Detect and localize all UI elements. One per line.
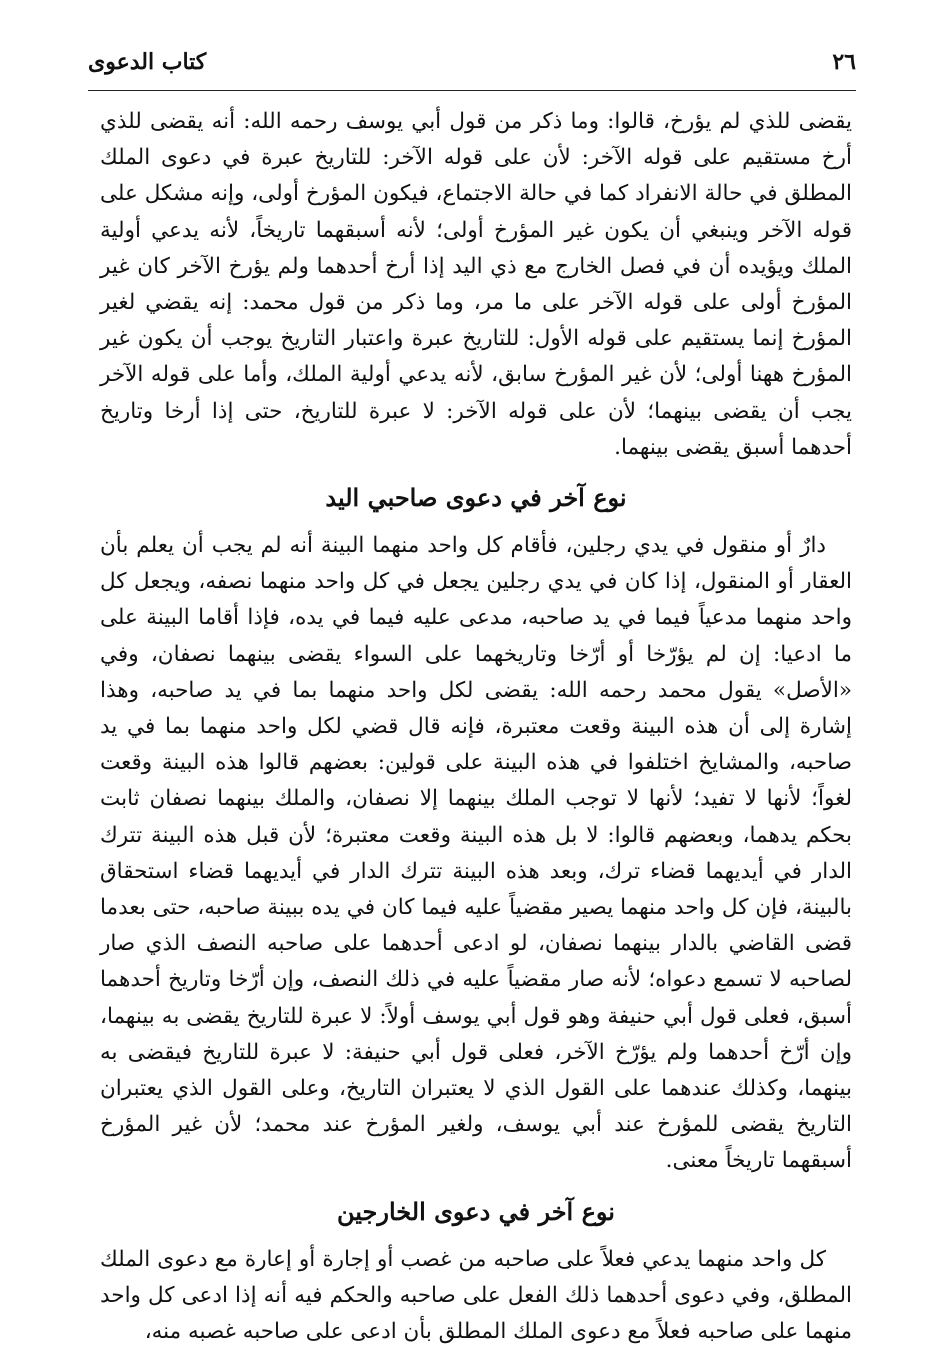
page-body — [100, 104, 852, 1350]
section-heading-outsiders: نوع آخر في دعوى الخارجين — [337, 1196, 615, 1226]
section-heading-possessors: نوع آخر في دعوى صاحبي اليد — [325, 483, 627, 513]
page-header — [88, 40, 856, 84]
section-paragraph-outsiders: كل واحد منهما يدعي فعلاً على صاحبه من غصب أو إجارة أو إعارة مع دعوى الملك المطلق، وفي دعوى أحدهما ذلك الفعل على صاحبه والحكم فيه أنه إذا ادعى كل واحد منهما على صاحبه فعلاً مع دعوى الملك المطلق بأن ادعى على صاحبه غصبه منه، — [100, 1246, 852, 1345]
section-paragraph-possessors: دارٌ أو منقول في يدي رجلين، فأقام كل واحد منهما البينة أنه لم يجب أن يعلم بأن العقار أو المنقول، إذا كان في يدي رجلين يجعل في كل واحد منهما نصفه، ويجعل كل واحد منهما مدعياً فيما في يد صاحبه، مدعى عليه فيما في يده، فإذا أقاما البينة على ما ادعيا: إن لم يؤرّخا أو أرّخا وتاريخهما على السواء يقضى بينهما نصفان، وفي «الأصل» يقول محمد رحمه الله: يقضى لكل واحد منهما بما في يد صاحبه، وهذا إشارة إلى أن هذه البينة وقعت معتبرة، فإنه قال قضي لكل واحد منهما بما في يد صاحبه، والمشايخ اختلفوا في هذه البينة على قولين: بعضهم قالوا هذه البينة وقعت لغواً؛ لأنها لا تفيد؛ لأنها لا توجب الملك بينهما إلا نصفان، والملك بينهما نصفان ثابت بحكم يدهما، وبعضهم قالوا: لا بل هذه البينة وقعت معتبرة؛ لأن قبل هذه البينة تترك الدار في أيديهما قضاء ترك، وبعد هذه البينة تترك الدار في أيديهما قضاء استحقاق بالبينة، فإن كل واحد منهما يصير مقضياً عليه فيما كان في يده ببينة صاحبه، حتى بعدما قضى القاضي بالدار بينهما نصفان، لو ادعى أحدهما على صاحبه النصف الذي صار لصاحبه لا تسمع دعواه؛ لأنه صار مقضياً عليه في ذلك النصف، وإن أرّخا وتاريخ أحدهما أسبق، فعلى قول أبي حنيفة وهو قول أبي يوسف أولاً: لا عبرة للتاريخ يقضى به بينهما، وإن أرّخ أحدهما ولم يؤرّخ الآخر، فعلى قول أبي حنيفة: لا عبرة للتاريخ فيقضى به بينهما، وكذلك عندهما على القول الذي لا يعتبران التاريخ، وعلى القول الذي يعتبران التاريخ يقضى للمؤرخ عند أبي يوسف، ولغير المؤرخ عند محمد؛ لأن غير المؤرخ أسبقهما تاريخاً معنى. — [100, 533, 852, 1174]
page-number: ٢٦ — [832, 49, 856, 75]
header-divider — [88, 90, 856, 91]
paragraph-continuation: يقضى للذي لم يؤرخ، قالوا: وما ذكر من قول أبي يوسف رحمه الله: أنه يقضى للذي أرخ مستقيم على قوله الآخر: لأن على قوله الآخر: للتاريخ عبرة في دعوى الملك المطلق في حالة الانفراد كما في حالة الاجتماع، فيكون المؤرخ أولى، وإنه مشكل على قوله الآخر وينبغي أن يكون غير المؤرخ أولى؛ لأنه أسبقهما تاريخاً، لأنه يدعي أولية الملك ويؤيده أن في فصل الخارج مع ذي اليد إذا أرخ أحدهما ولم يؤرخ الآخر كان غير المؤرخ أولى على قوله الآخر على ما مر، وما ذكر من قول محمد: إنه يقضي لغير المؤرخ إنما يستقيم على قوله الأول: للتاريخ عبرة واعتبار التاريخ يوجب أن يكون غير المؤرخ ههنا أولى؛ لأن غير المؤرخ سابق، لأنه يدعي أولية الملك، وأما على قوله الآخر يجب أن يقضى بينهما؛ لأن على قوله الآخر: لا عبرة للتاريخ، حتى إذا أرخا وتاريخ أحدهما أسبق يقضى بينهما. — [100, 109, 852, 460]
running-title: كتاب الدعوى — [88, 49, 207, 75]
